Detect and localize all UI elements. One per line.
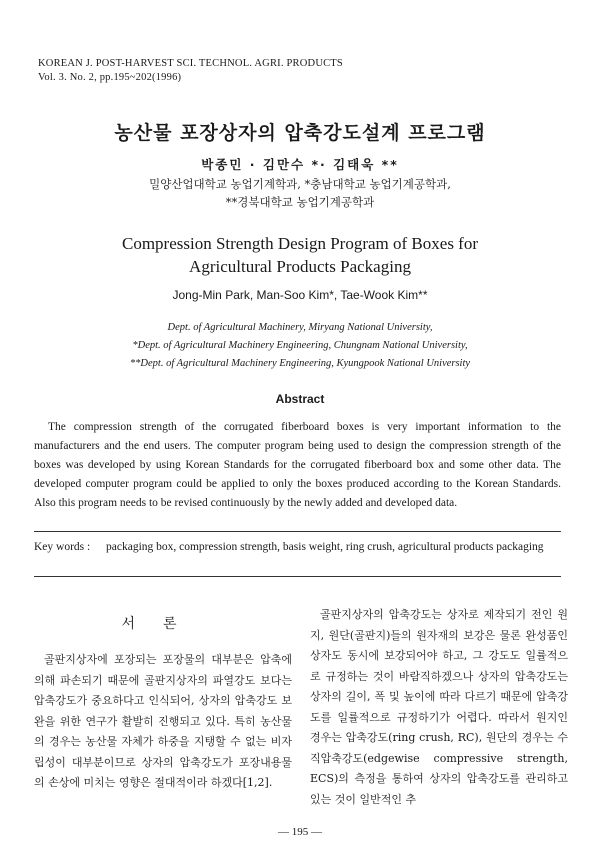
- korean-authors: 박종민 · 김만수 *· 김태욱 **: [201, 157, 399, 172]
- keywords-top-rule: [34, 531, 561, 532]
- english-authors: Jong-Min Park, Man-Soo Kim*, Tae-Wook Kim**: [172, 288, 428, 302]
- body-column-right: 골판지상자의 압축강도는 상자로 제작되기 전인 원지, 원단(골판지)들의 원자재의 보강은 물론 완성품인 상자도 동시에 보강되어야 하고, 그 강도도 일률적으로 규정하는 것이 바람직하겠으나 상자의 압축강도는 상자의 길이, 폭 및 높이에 따라 다르기 때문에 압축강도를 일률적으로 규정하기가 어렵다. 따라서 원지인 경우는 압축강도(ring crush, RC), 원단의 경우는 수직압축강도(edgewise compressive strength, ECS)의 측정을 통하여 상자의 압축강도를 관리하고 있는 것이 일반적인 추: [310, 608, 568, 806]
- english-affiliation-2: *Dept. of Agricultural Machinery Engineering, Chungnam National University,: [132, 340, 468, 351]
- abstract-text: The compression strength of the corrugated fiberboard boxes is very important information to the manufacturers and the end users. The computer program being used to design the compression strength of the boxes was developed by using Korean Standards for the corrugated fiberboard box and some other data. The developed computer program could be applied to only the boxes produced according to the Korean Standards. Also this program needs to be revised continuously by the newly added and developed data.: [34, 421, 561, 509]
- journal-name: KOREAN J. POST-HARVEST SCI. TECHNOL. AGRI. PRODUCTS: [38, 58, 343, 69]
- page-number: — 195 —: [278, 826, 322, 838]
- korean-title: 농산물 포장상자의 압축강도설계 프로그램: [114, 122, 486, 144]
- english-title: [0, 232, 600, 278]
- section-heading-introduction: 서론: [121, 616, 205, 632]
- keywords-bottom-rule: [34, 576, 561, 577]
- english-title-line-2: Agricultural Products Packaging: [189, 257, 411, 276]
- keywords-text: packaging box, compression strength, basis weight, ring crush, agricultural products packaging: [106, 541, 544, 553]
- journal-header: [38, 57, 343, 85]
- english-title-line-1: Compression Strength Design Program of Boxes for: [121, 234, 479, 253]
- english-affiliation-3: **Dept. of Agricultural Machinery Engineering, Kyungpook National University: [129, 358, 471, 369]
- abstract-heading: Abstract: [275, 392, 325, 406]
- korean-affiliation-2: **경북대학교 농업기계공학과: [225, 195, 375, 209]
- english-affiliation-1: Dept. of Agricultural Machinery, Miryang National University,: [167, 322, 433, 333]
- korean-affiliation-1: 밀양산업대학교 농업기계학과, *충남대학교 농업기계공학과,: [149, 177, 451, 191]
- keywords: [34, 539, 564, 555]
- keywords-label: Key words :: [34, 541, 91, 553]
- journal-volume: Vol. 3. No. 2, pp.195~202(1996): [38, 72, 182, 83]
- body-column-left: 골판지상자에 포장되는 포장물의 대부분은 압축에 의해 파손되기 때문에 골판지상자의 파열강도 보다는 압축강도가 중요하다고 인식되어, 상자의 압축강도 보완을 위한 연구가 활발히 진행되고 있다. 특히 농산물의 경우는 농산물 자체가 하중을 지탱할 수 없는 비자립성이 대부분이므로 상자의 압축강도가 포장내용물의 손상에 미치는 영향은 절대적이라 하겠다[1,2].: [34, 653, 292, 789]
